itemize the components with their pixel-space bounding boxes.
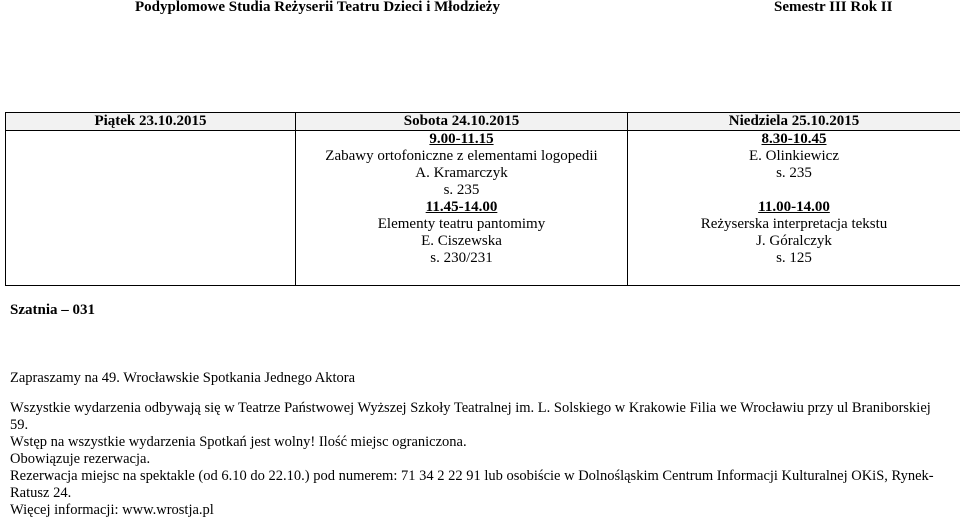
slot-subject: Elementy teatru pantomimy [377, 216, 546, 232]
slot-room: s. 125 [776, 250, 812, 266]
reservation-contact-text: Rezerwacja miejsc na spektakle (od 6.10 do 22.10.) pod numerem: 71 34 2 22 91 lub osobiście w Dolnośląskim Centrum Informacji Kulturalnej OKiS, Rynek-Ratusz 24. [10, 468, 934, 501]
invite-text: Zapraszamy na 49. Wrocławskie Spotkania Jednego Aktora [10, 370, 356, 386]
slot-room: s. 235 [443, 182, 480, 198]
schedule-body-row [6, 131, 960, 286]
slot-teacher: s. 235 [776, 165, 812, 181]
day-cell-saturday [296, 131, 628, 286]
notes-section [10, 370, 950, 519]
page-header [0, 0, 960, 18]
slot-room: s. 230/231 [430, 250, 493, 266]
class-slot [296, 131, 627, 199]
slot-time: 9.00-11.15 [429, 131, 494, 147]
schedule-header-row [6, 113, 960, 131]
class-slot [628, 131, 960, 199]
slot-time: 11.45-14.00 [425, 199, 498, 215]
slot-teacher: E. Ciszewska [421, 233, 502, 249]
day-header-sunday: Niedziela 25.10.2015 [628, 113, 960, 131]
slot-subject: E. Olinkiewicz [749, 148, 839, 164]
slot-teacher: J. Góralczyk [756, 233, 832, 249]
slot-time: 11.00-14.00 [758, 199, 830, 215]
slot-subject: Zabawy ortofoniczne z elementami logopedii [325, 148, 598, 164]
slot-teacher: A. Kramarczyk [415, 165, 508, 181]
schedule-table [5, 112, 960, 286]
slot-spacer [628, 182, 960, 199]
reservation-required-text: Obowiązuje rezerwacja. [10, 451, 151, 467]
entry-text: Wstęp na wszystkie wydarzenia Spotkań jest wolny! Ilość miejsc ograniczona. [10, 434, 467, 450]
venue-text: Wszystkie wydarzenia odbywają się w Teatrze Państwowej Wyższej Szkoły Teatralnej im. L. Solskiego w Krakowie Filia we Wrocławiu przy ul Braniborskiej 59. [10, 400, 931, 433]
semester-label: Semestr III Rok II [774, 0, 893, 15]
class-slot [628, 199, 960, 267]
day-cell-sunday [628, 131, 960, 286]
day-header-saturday: Sobota 24.10.2015 [296, 113, 628, 131]
day-cell-friday [6, 131, 296, 286]
program-title: Podyplomowe Studia Reżyserii Teatru Dzieci i Młodzieży [135, 0, 500, 15]
slot-subject: Reżyserska interpretacja tekstu [700, 216, 888, 232]
cloakroom-info: Szatnia – 031 [10, 302, 96, 318]
slot-time: 8.30-10.45 [761, 131, 827, 147]
notes-gap [10, 387, 950, 400]
day-header-friday: Piątek 23.10.2015 [6, 113, 296, 131]
more-info-text: Więcej informacji: www.wrostja.pl [10, 502, 214, 518]
class-slot [296, 199, 627, 267]
